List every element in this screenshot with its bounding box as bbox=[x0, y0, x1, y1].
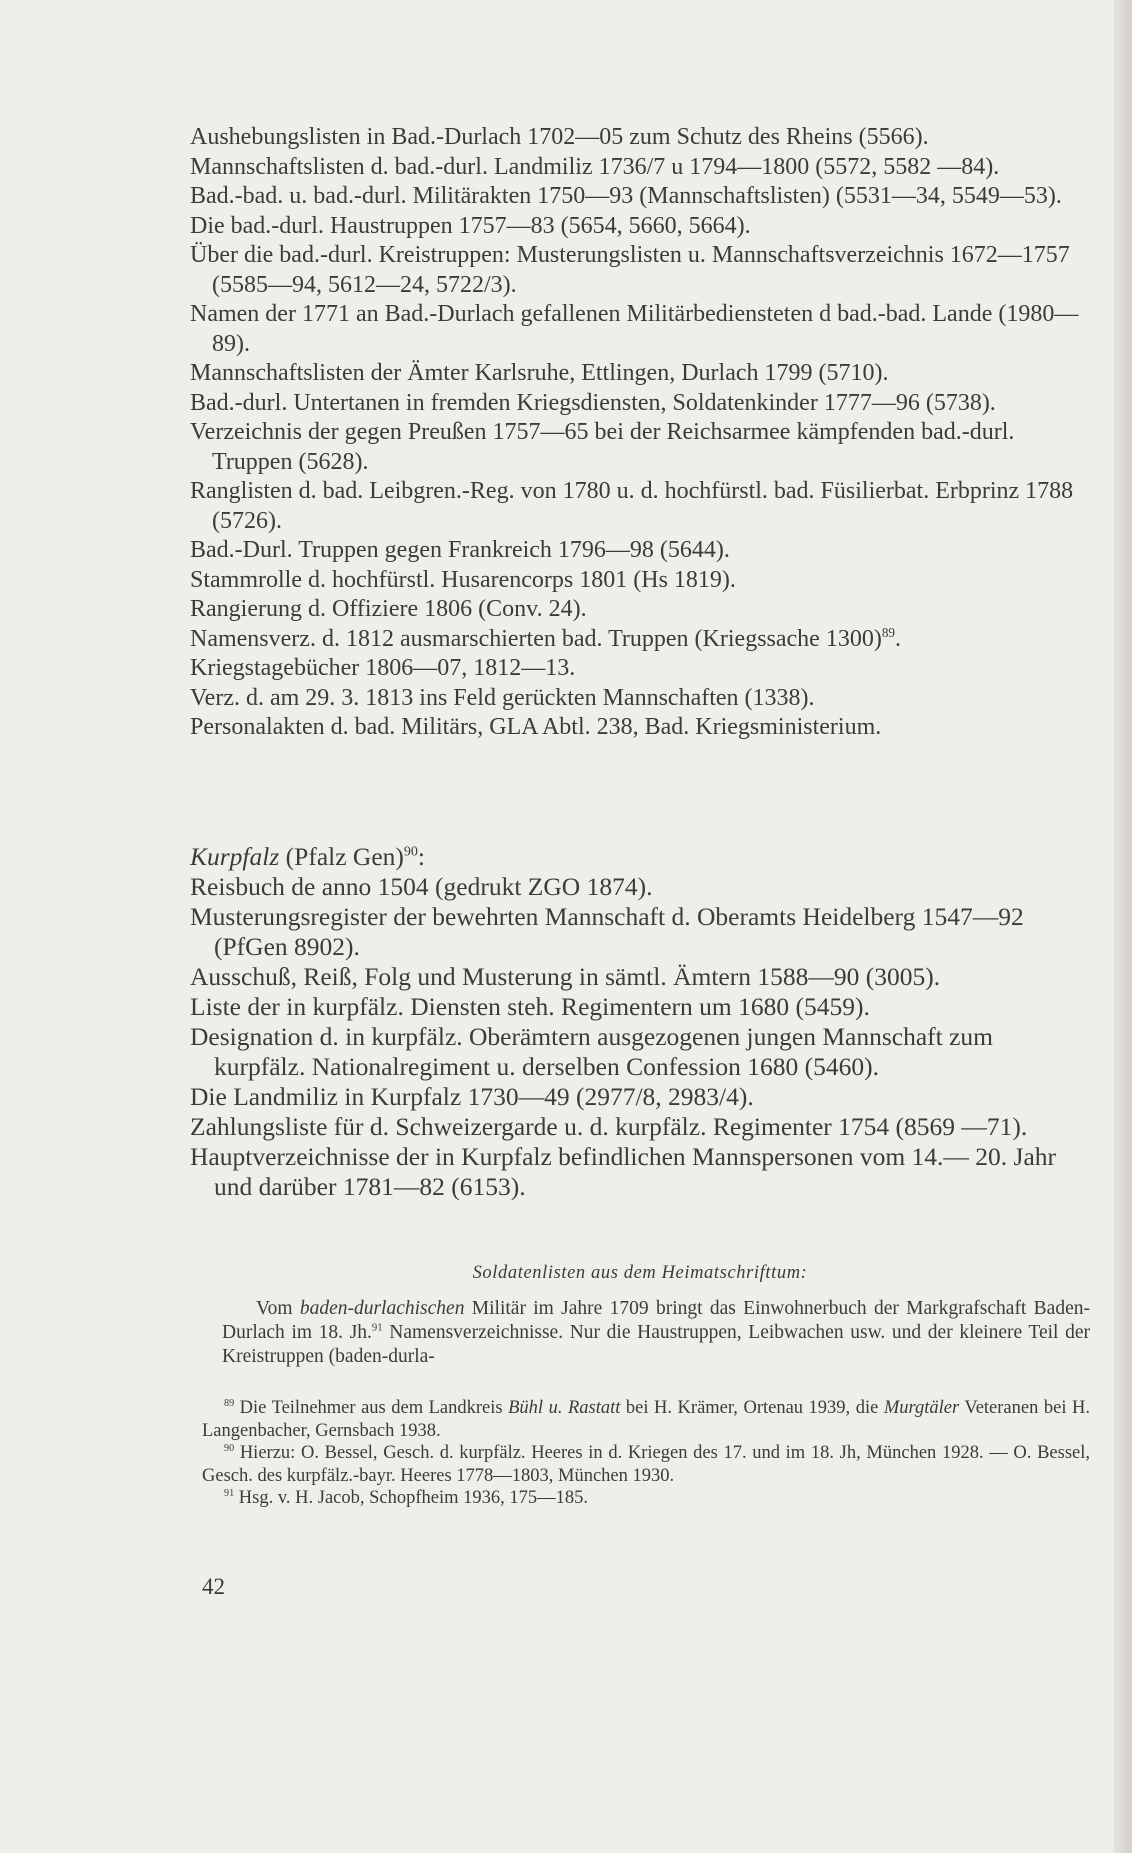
footnote-mark: 91 bbox=[224, 1487, 235, 1499]
italic-run: Murgtäler bbox=[883, 1398, 960, 1418]
list-item bbox=[190, 625, 1090, 655]
list-item: Rangierung d. Offiziere 1806 (Conv. 24). bbox=[190, 596, 587, 622]
footnotes bbox=[202, 1397, 1090, 1510]
list-item: Namen der 1771 an Bad.-Durlach gefallenen Militärbediensteten d bad.-bad. Lande (1980—89). bbox=[190, 301, 1079, 357]
footnote-ref-90: 90 bbox=[403, 844, 418, 860]
heimat-heading: Soldatenlisten aus dem Heimatschrifttum: bbox=[472, 1263, 808, 1283]
list-item: Die bad.-durl. Haustruppen 1757—83 (5654, 5660, 5664). bbox=[190, 212, 751, 239]
footnote-90 bbox=[202, 1442, 1090, 1487]
list-item: Zahlungsliste für d. Schweizergarde u. d. kurpfälz. Regimenter 1754 (8569 —71). bbox=[190, 1112, 1028, 1141]
list-item: Ranglisten d. bad. Leibgren.-Reg. von 1780 u. d. hochfürstl. bad. Füsilierbat. Erbprinz 1788 (5726). bbox=[190, 478, 1074, 534]
footnote-mark: 89 bbox=[224, 1397, 235, 1409]
list-item: Bad.-durl. Untertanen in fremden Kriegsdiensten, Soldatenkinder 1777—96 (5738). bbox=[190, 389, 996, 416]
list-item: Mannschaftslisten der Ämter Karlsruhe, Ettlingen, Durlach 1799 (5710). bbox=[190, 360, 889, 386]
text-run: Veteranen bei H. Langenbacher, Gernsbach 1938. bbox=[202, 1398, 1090, 1441]
italic-run: Bühl u. Rastatt bbox=[508, 1398, 621, 1418]
text-run: Hierzu: O. Bessel, Gesch. d. kurpfälz. Heeres in d. Kriegen des 17. und im 18. Jh, München 1928. — O. Bessel, Gesch. des kurpfälz.-bayr. Heeres 1778—1803, München 1930. bbox=[202, 1443, 1090, 1486]
footnote-89 bbox=[202, 1397, 1090, 1442]
list-item: Musterungsregister der bewehrten Mannschaft d. Oberamts Heidelberg 1547—92 (PfGen 8902). bbox=[190, 902, 1024, 961]
list-item: Verz. d. am 29. 3. 1813 ins Feld gerückten Mannschaften (1338). bbox=[190, 684, 815, 711]
footnote-ref-89: 89 bbox=[881, 624, 896, 640]
heimat-paragraph bbox=[222, 1297, 1090, 1369]
kurpfalz-place: Kurpfalz bbox=[190, 842, 280, 871]
list-item: Ausschuß, Reiß, Folg und Musterung in sämtl. Ämtern 1588—90 (3005). bbox=[190, 962, 941, 991]
text-run: Vom bbox=[256, 1298, 300, 1319]
colon: : bbox=[417, 842, 426, 871]
list-item: Die Landmiliz in Kurpfalz 1730—49 (2977/8, 2983/4). bbox=[190, 1082, 754, 1111]
period: . bbox=[895, 625, 902, 652]
list-item: Hauptverzeichnisse der in Kurpfalz befindlichen Mannspersonen vom 14.— 20. Jahr und darüber 1781—82 (6153). bbox=[190, 1142, 1057, 1201]
list-item: Bad.-Durl. Truppen gegen Frankreich 1796—98 (5644). bbox=[190, 537, 730, 563]
footnote-ref-91: 91 bbox=[371, 1321, 383, 1334]
list-item: Kriegstagebücher 1806—07, 1812—13. bbox=[190, 655, 576, 681]
kurpfalz-suffix: (Pfalz Gen) bbox=[279, 842, 404, 871]
page-edge-shadow bbox=[1114, 0, 1132, 1853]
footnote-91 bbox=[202, 1487, 1090, 1510]
list-item: Liste der in kurpfälz. Diensten steh. Regimentern um 1680 (5459). bbox=[190, 992, 870, 1021]
italic-run: baden-durlachischen bbox=[299, 1298, 465, 1319]
text-run: Militär im Jahre 1709 bringt das Einwohnerbuch der Markgrafschaft Baden-Durlach im 18. Jh. bbox=[222, 1298, 1090, 1343]
list-item-text: Namensverz. d. 1812 ausmarschierten bad. Truppen (Kriegssache 1300) bbox=[190, 625, 882, 652]
kurpfalz-heading bbox=[190, 842, 1090, 872]
list-item: Reisbuch de anno 1504 (gedrukt ZGO 1874). bbox=[190, 872, 653, 901]
list-item: Verzeichnis der gegen Preußen 1757—65 bei der Reichsarmee kämpfenden bad.-durl. Truppen (5628). bbox=[190, 419, 1015, 475]
text-run: bei H. Krämer, Ortenau 1939, die bbox=[620, 1398, 884, 1418]
list-item: Über die bad.-durl. Kreistruppen: Musterungslisten u. Mannschaftsverzeichnis 1672—1757 (5585—94, 5612—24, 5722/3). bbox=[190, 242, 1070, 298]
list-item: Aushebungslisten in Bad.-Durlach 1702—05 zum Schutz des Rheins (5566). bbox=[190, 124, 929, 150]
list-item: Designation d. in kurpfälz. Oberämtern ausgezogenen jungen Mannschaft zum kurpfälz. Nationalregiment u. derselben Confession 1680 (5460). bbox=[190, 1022, 993, 1081]
military-lists-section bbox=[190, 123, 1090, 743]
list-item: Personalakten d. bad. Militärs, GLA Abtl. 238, Bad. Kriegsministerium. bbox=[190, 714, 882, 740]
footnote-mark: 90 bbox=[224, 1442, 235, 1454]
kurpfalz-section bbox=[190, 842, 1090, 1202]
text-run: Die Teilnehmer aus dem Landkreis bbox=[234, 1398, 509, 1418]
page-number: 42 bbox=[202, 1574, 225, 1599]
list-item: Bad.-bad. u. bad.-durl. Militärakten 1750—93 (Mannschaftslisten) (5531—34, 5549—53). bbox=[190, 183, 1062, 209]
list-item: Mannschaftslisten d. bad.-durl. Landmiliz 1736/7 u 1794—1800 (5572, 5582 —84). bbox=[190, 153, 1000, 180]
text-run: Hsg. v. H. Jacob, Schopfheim 1936, 175—185. bbox=[234, 1488, 589, 1508]
list-item: Stammrolle d. hochfürstl. Husarencorps 1801 (Hs 1819). bbox=[190, 566, 736, 593]
text-run: Namensverzeichnisse. Nur die Haustruppen, Leibwachen usw. und der kleinere Teil der Kreistruppen (baden-durla- bbox=[222, 1322, 1090, 1367]
